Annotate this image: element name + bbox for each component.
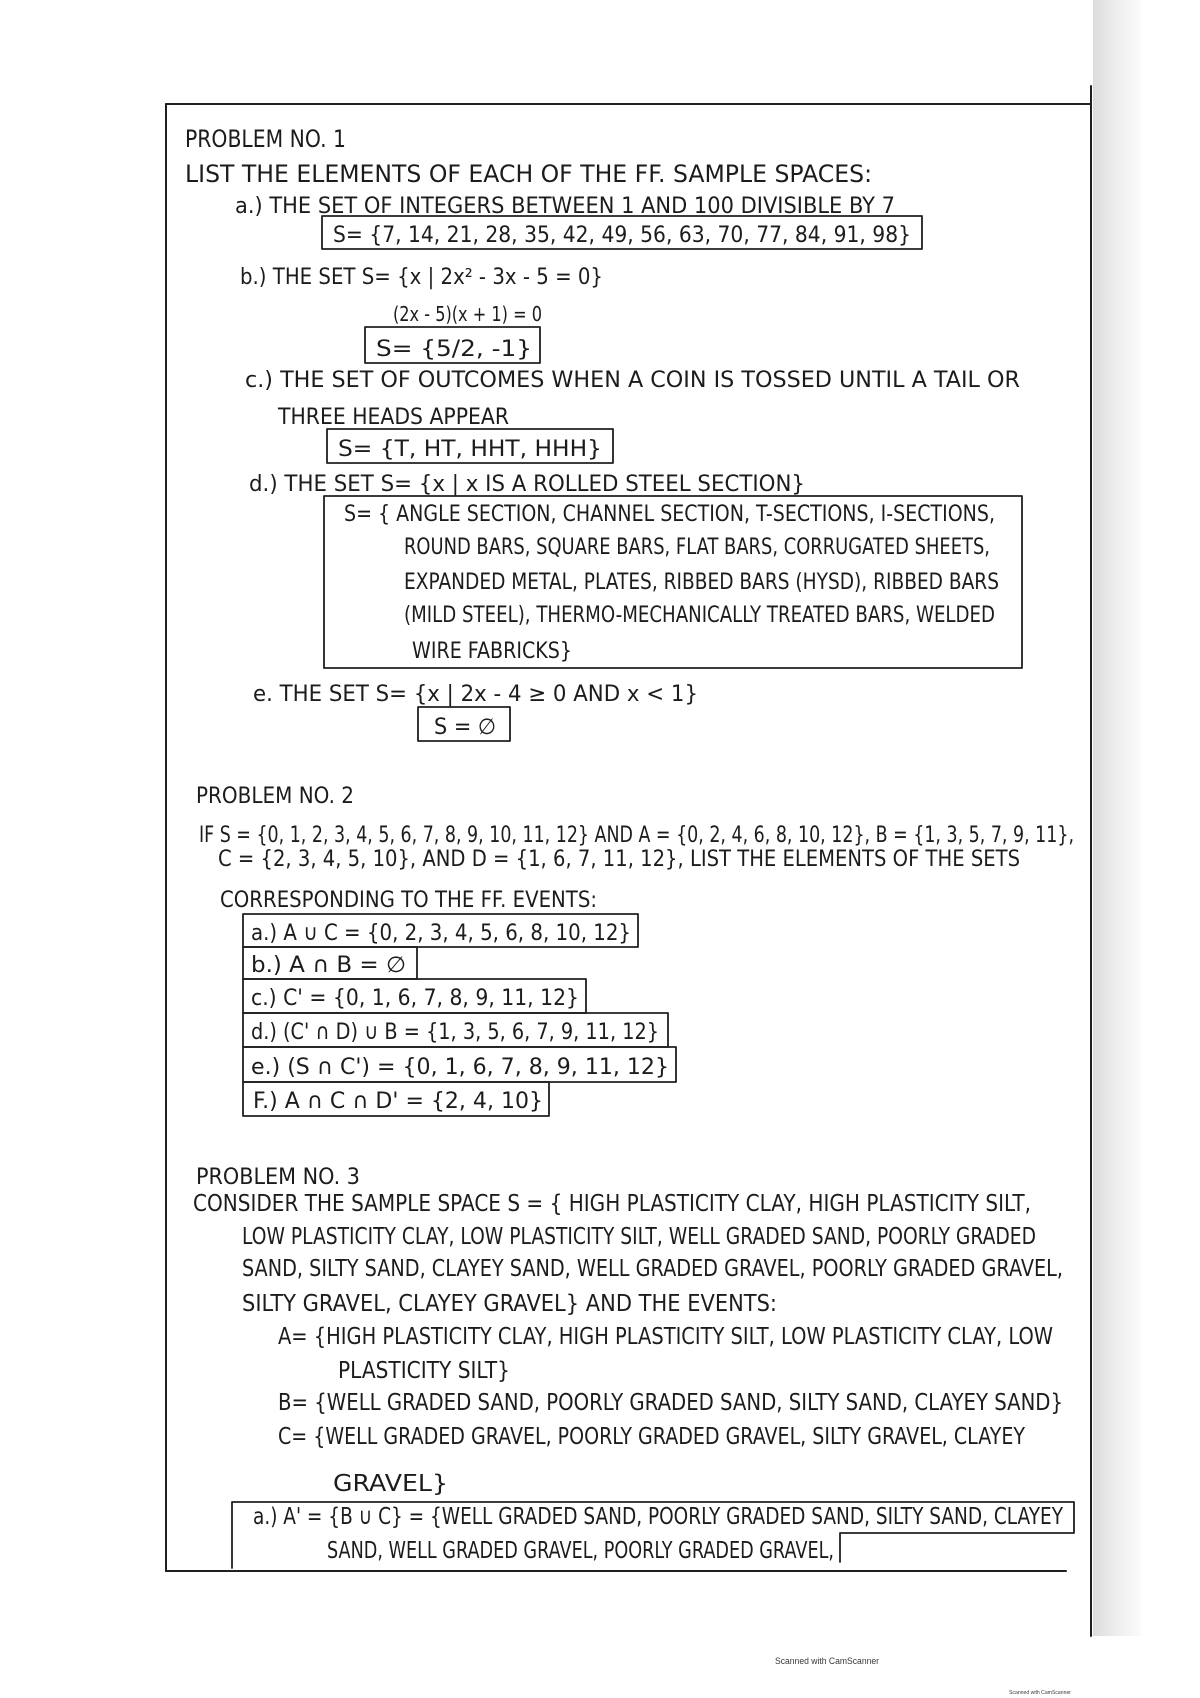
problem-2e-answer: e.) (S ∩ C') = {0, 1, 6, 7, 8, 9, 11, 12} xyxy=(251,1055,669,1080)
problem-1d-answer-line-3: EXPANDED METAL, PLATES, RIBBED BARS (HYSD), RIBBED BARS xyxy=(404,570,999,595)
problem-1b-question: b.) THE SET S= {x | 2x² - 3x - 5 = 0} xyxy=(240,265,603,290)
scanner-edge-shadow xyxy=(1093,0,1141,1636)
problem-2-title: PROBLEM NO. 2 xyxy=(196,784,354,809)
problem-1e-answer: S = ∅ xyxy=(434,715,496,740)
problem-3a-answer-line-1: a.) A' = {B ∪ C} = {WELL GRADED SAND, POORLY GRADED SAND, SILTY SAND, CLAYEY xyxy=(253,1504,1064,1530)
scanner-watermark: Scanned with CamScanner xyxy=(775,1656,879,1666)
problem-3-statement-line-1: CONSIDER THE SAMPLE SPACE S = { HIGH PLASTICITY CLAY, HIGH PLASTICITY SILT, xyxy=(193,1191,1031,1217)
problem-1d-answer-line-4: (MILD STEEL), THERMO-MECHANICALLY TREATED BARS, WELDED xyxy=(404,603,995,628)
problem-3-title: PROBLEM NO. 3 xyxy=(196,1165,360,1190)
problem-1c-question-line-2: THREE HEADS APPEAR xyxy=(277,405,509,430)
problem-1a-answer: S= {7, 14, 21, 28, 35, 42, 49, 56, 63, 70, 77, 84, 91, 98} xyxy=(333,223,911,248)
problem-1-instruction: LIST THE ELEMENTS OF EACH OF THE FF. SAMPLE SPACES: xyxy=(185,160,872,188)
problem-1d-answer-line-1: S= { ANGLE SECTION, CHANNEL SECTION, T-SECTIONS, I-SECTIONS, xyxy=(344,502,995,527)
problem-1a-question: a.) THE SET OF INTEGERS BETWEEN 1 AND 100 DIVISIBLE BY 7 xyxy=(235,194,895,219)
problem-1b-answer: S= {5/2, -1} xyxy=(376,337,532,362)
problem-3-event-b-line-1: B= {WELL GRADED SAND, POORLY GRADED SAND, SILTY SAND, CLAYEY SAND} xyxy=(278,1390,1063,1416)
problem-3-event-c-line-2: GRAVEL} xyxy=(333,1471,448,1497)
problem-1d-answer-line-5: WIRE FABRICKS} xyxy=(412,639,572,664)
problem-3-event-a-line-2: PLASTICITY SILT} xyxy=(338,1358,510,1384)
problem-2c-answer: c.) C' = {0, 1, 6, 7, 8, 9, 11, 12} xyxy=(251,986,579,1011)
problem-1c-answer: S= {T, HT, HHT, HHH} xyxy=(338,437,602,462)
problem-1d-question: d.) THE SET S= {x | x IS A ROLLED STEEL SECTION} xyxy=(249,472,805,497)
problem-3-event-a-line-1: A= {HIGH PLASTICITY CLAY, HIGH PLASTICITY SILT, LOW PLASTICITY CLAY, LOW xyxy=(278,1324,1053,1350)
problem-2a-answer: a.) A ∪ C = {0, 2, 3, 4, 5, 6, 8, 10, 12} xyxy=(251,921,631,946)
problem-3a-answer-line-2: SAND, WELL GRADED GRAVEL, POORLY GRADED GRAVEL, xyxy=(327,1538,834,1564)
problem-2b-answer: b.) A ∩ B = ∅ xyxy=(251,953,406,978)
problem-3-event-c-line-1: C= {WELL GRADED GRAVEL, POORLY GRADED GRAVEL, SILTY GRAVEL, CLAYEY xyxy=(278,1424,1026,1450)
problem-1e-question: e. THE SET S= {x | 2x - 4 ≥ 0 AND x < 1} xyxy=(253,682,698,707)
problem-1d-answer-line-2: ROUND BARS, SQUARE BARS, FLAT BARS, CORRUGATED SHEETS, xyxy=(404,535,990,560)
problem-1c-question-line-1: c.) THE SET OF OUTCOMES WHEN A COIN IS TOSSED UNTIL A TAIL OR xyxy=(245,368,1020,393)
problem-2-statement-line-3: CORRESPONDING TO THE FF. EVENTS: xyxy=(220,888,597,913)
problem-1b-work: (2x - 5)(x + 1) = 0 xyxy=(393,302,542,326)
problem-1-title: PROBLEM NO. 1 xyxy=(185,125,346,153)
problem-2f-answer: F.) A ∩ C ∩ D' = {2, 4, 10} xyxy=(253,1089,543,1114)
problem-3-statement-line-2: LOW PLASTICITY CLAY, LOW PLASTICITY SILT, WELL GRADED SAND, POORLY GRADED xyxy=(242,1224,1036,1250)
problem-2d-answer: d.) (C' ∩ D) ∪ B = {1, 3, 5, 6, 7, 9, 11, 12} xyxy=(251,1020,659,1045)
problem-3-statement-line-4: SILTY GRAVEL, CLAYEY GRAVEL} AND THE EVENTS: xyxy=(242,1291,777,1317)
problem-2-statement-line-1: IF S = {0, 1, 2, 3, 4, 5, 6, 7, 8, 9, 10, 11, 12} AND A = {0, 2, 4, 6, 8, 10, 12}, B = {1, 3, 5, 7, 9, 11}, xyxy=(199,823,1074,848)
problem-2-statement-line-2: C = {2, 3, 4, 5, 10}, AND D = {1, 6, 7, 11, 12}, LIST THE ELEMENTS OF THE SETS xyxy=(218,847,1020,872)
problem-3-statement-line-3: SAND, SILTY SAND, CLAYEY SAND, WELL GRADED GRAVEL, POORLY GRADED GRAVEL, xyxy=(242,1256,1063,1282)
scanner-corner-watermark: Scanned with CamScanner xyxy=(1009,1690,1072,1696)
